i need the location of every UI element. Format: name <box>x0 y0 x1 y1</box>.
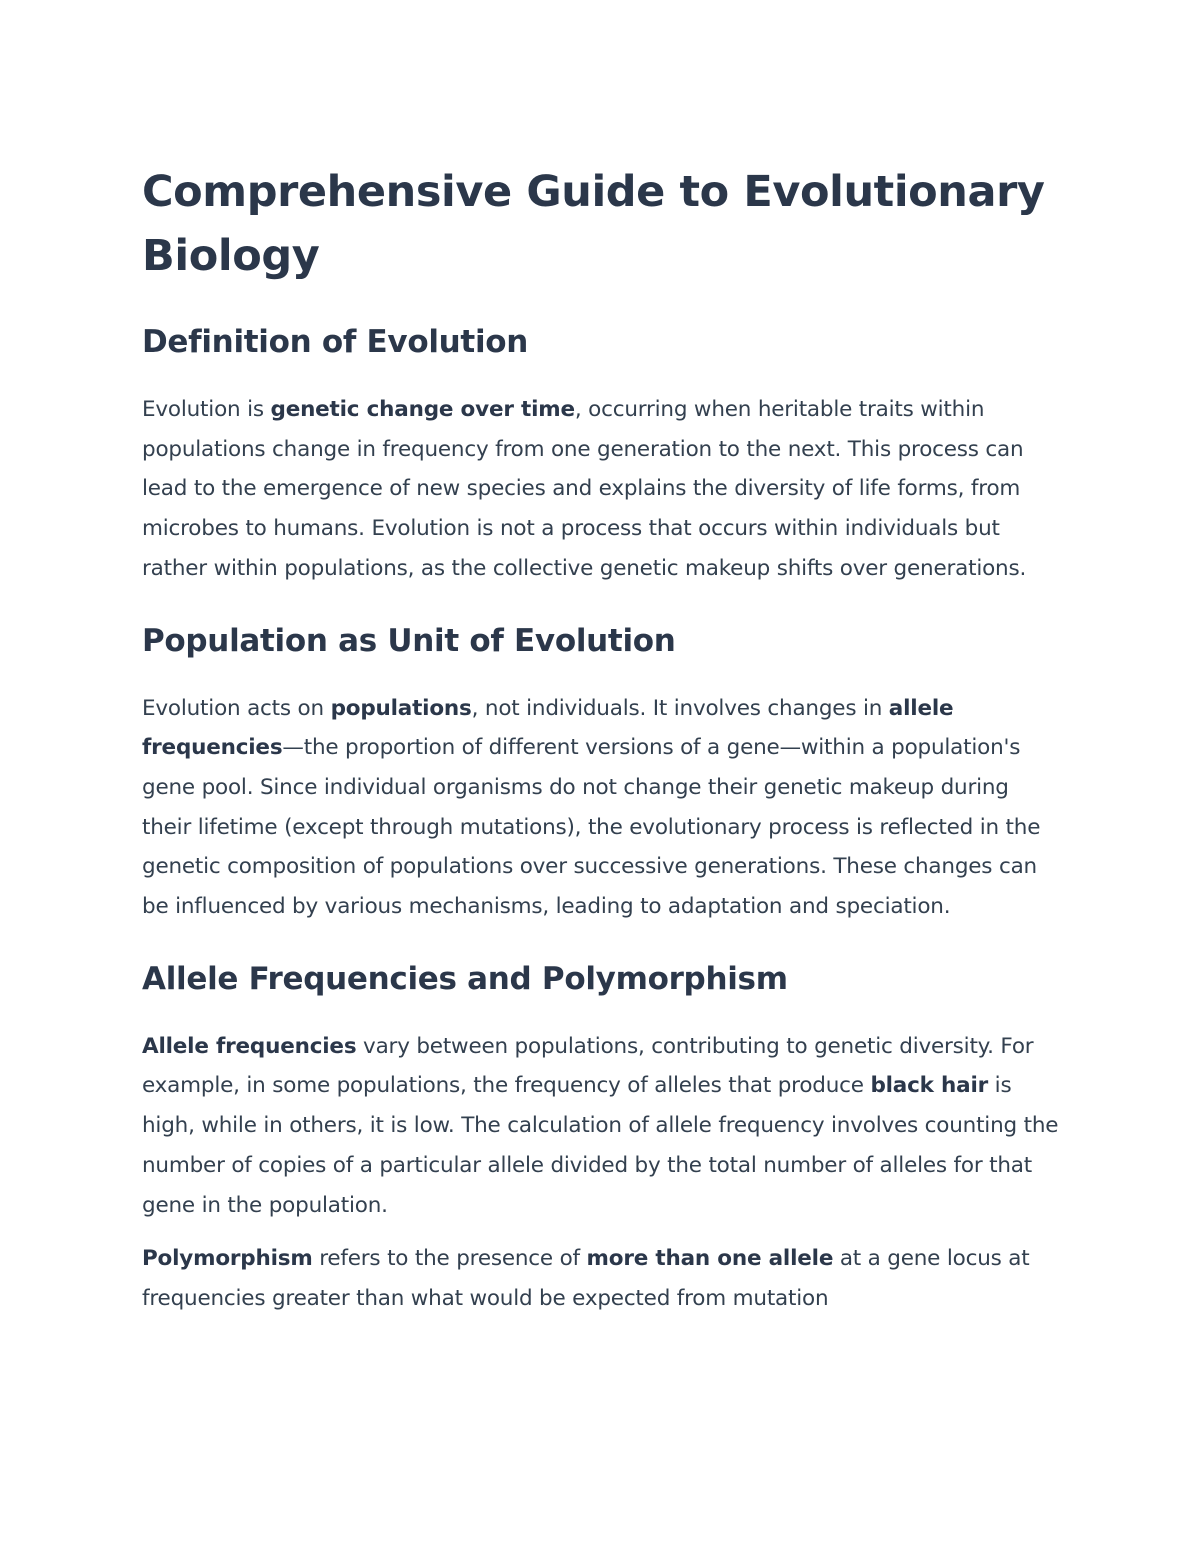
document-page <box>142 160 1060 1319</box>
bold-term: black hair <box>870 1073 989 1099</box>
paragraph-text: refers to the presence of <box>312 1246 587 1272</box>
section-heading-population: Population as Unit of Evolution <box>142 622 676 659</box>
paragraph-text: vary between populations, contributing to genetic diversity. For example, in some populations, the frequency of alleles that produce <box>142 1033 1034 1099</box>
paragraph-text: is high, while in others, it is low. The calculation of allele frequency involves counting the number of copies of a particular allele divided by the total number of alleles for that gene in the population. <box>142 1073 1059 1218</box>
paragraph-text: Evolution acts on <box>142 695 331 721</box>
section-heading-allele-frequencies: Allele Frequencies and Polymorphism <box>142 960 788 997</box>
paragraph-text: Evolution is <box>142 397 271 422</box>
paragraph-text: , not individuals. It involves changes in <box>471 695 889 721</box>
bold-term: more than one allele <box>586 1246 834 1272</box>
bold-term: Allele frequencies <box>142 1033 357 1059</box>
paragraph-allele-frequencies <box>142 1027 1060 1226</box>
bold-term: genetic change over time <box>270 397 575 422</box>
document-title: Comprehensive Guide to Evolutionary Biology <box>142 167 1045 281</box>
bold-term: Polymorphism <box>142 1246 313 1272</box>
paragraph-polymorphism <box>142 1239 1060 1318</box>
bold-term: populations <box>330 695 472 721</box>
paragraph-text: —the proportion of different versions of a gene—within a population's gene pool. Since individual organisms do not change their genetic makeup during their lifetime (except through mutations), the evolutionary process is reflected in the genetic composition of populations over successive generations. These changes can be influenced by various mechanisms, leading to adaptation and speciation. <box>142 735 1041 920</box>
paragraph-text: , occurring when heritable traits within populations change in frequency from one generation to the next. This process can lead to the emergence of new species and explains the diversity of life forms, from microbes to humans. Evolution is not a process that occurs within individuals but rather within populations, as the collective genetic makeup shifts over generations. <box>142 397 1027 581</box>
paragraph-definition <box>142 390 1060 589</box>
section-heading-definition: Definition of Evolution <box>142 324 529 360</box>
paragraph-population <box>142 689 1060 927</box>
bold-term: allele frequencies <box>142 695 954 761</box>
paragraph-text: at a gene locus at frequencies greater than what would be expected from mutation <box>142 1246 1030 1311</box>
